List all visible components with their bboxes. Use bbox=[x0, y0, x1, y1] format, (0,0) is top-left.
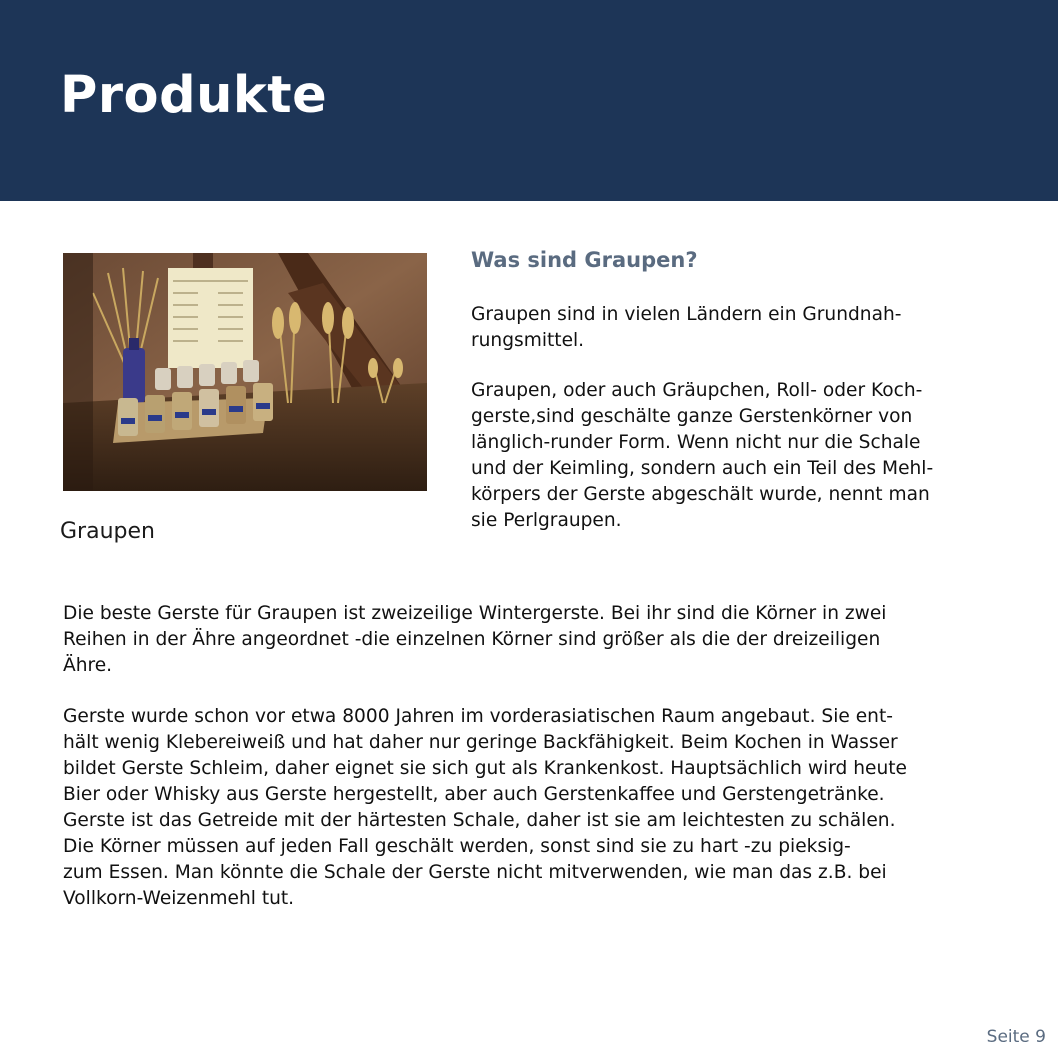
page-title: Produkte bbox=[60, 66, 328, 125]
photo-caption: Graupen bbox=[60, 519, 155, 544]
header-banner bbox=[0, 0, 1058, 201]
history-paragraph: Gerste wurde schon vor etwa 8000 Jahren im vorderasiatischen Raum angebaut. Sie ent- hält wenig Klebereiweiß und hat daher nur geringe Backfähigkeit. Beim Kochen in Wasser bildet Gerste Schleim, daher eignet sie sich gut als Krankenkost. Hauptsächlich wird heute Bier oder Whisky aus Gerste hergestellt, aber auch Gerstenkaffee und Gerstengetränke. Gerste ist das Getreide mit der härtesten Schale, daher ist sie am leichtesten zu schälen. Die Körner müssen auf jeden Fall geschält werden, sonst sind sie zu hart -zu pieksig- zum Essen. Man könnte die Schale der Gerste nicht mitverwenden, wie man das z.B. bei Vollkorn-Weizenmehl tut. bbox=[63, 706, 907, 909]
page-number: Seite 9 bbox=[986, 1027, 1046, 1047]
definition-paragraph: Graupen, oder auch Gräupchen, Roll- oder Koch- gerste,sind geschälte ganze Gerstenkörner von länglich-runder Form. Wenn nicht nur die Schale und der Keimling, sondern auch ein Teil des Mehl- körpers der Gerste abgeschält wurde, nennt man sie Perlgraupen. bbox=[471, 380, 934, 531]
intro-paragraph: Graupen sind in vielen Ländern ein Grundnah- rungsmittel. bbox=[471, 304, 902, 351]
graupen-photo bbox=[63, 253, 427, 491]
section-heading: Was sind Graupen? bbox=[471, 248, 698, 272]
barley-type-paragraph: Die beste Gerste für Graupen ist zweizeilige Wintergerste. Bei ihr sind die Körner in zwei Reihen in der Ähre angeordnet -die einzelnen Körner sind größer als die der dreizeiligen Ähre. bbox=[63, 603, 887, 676]
